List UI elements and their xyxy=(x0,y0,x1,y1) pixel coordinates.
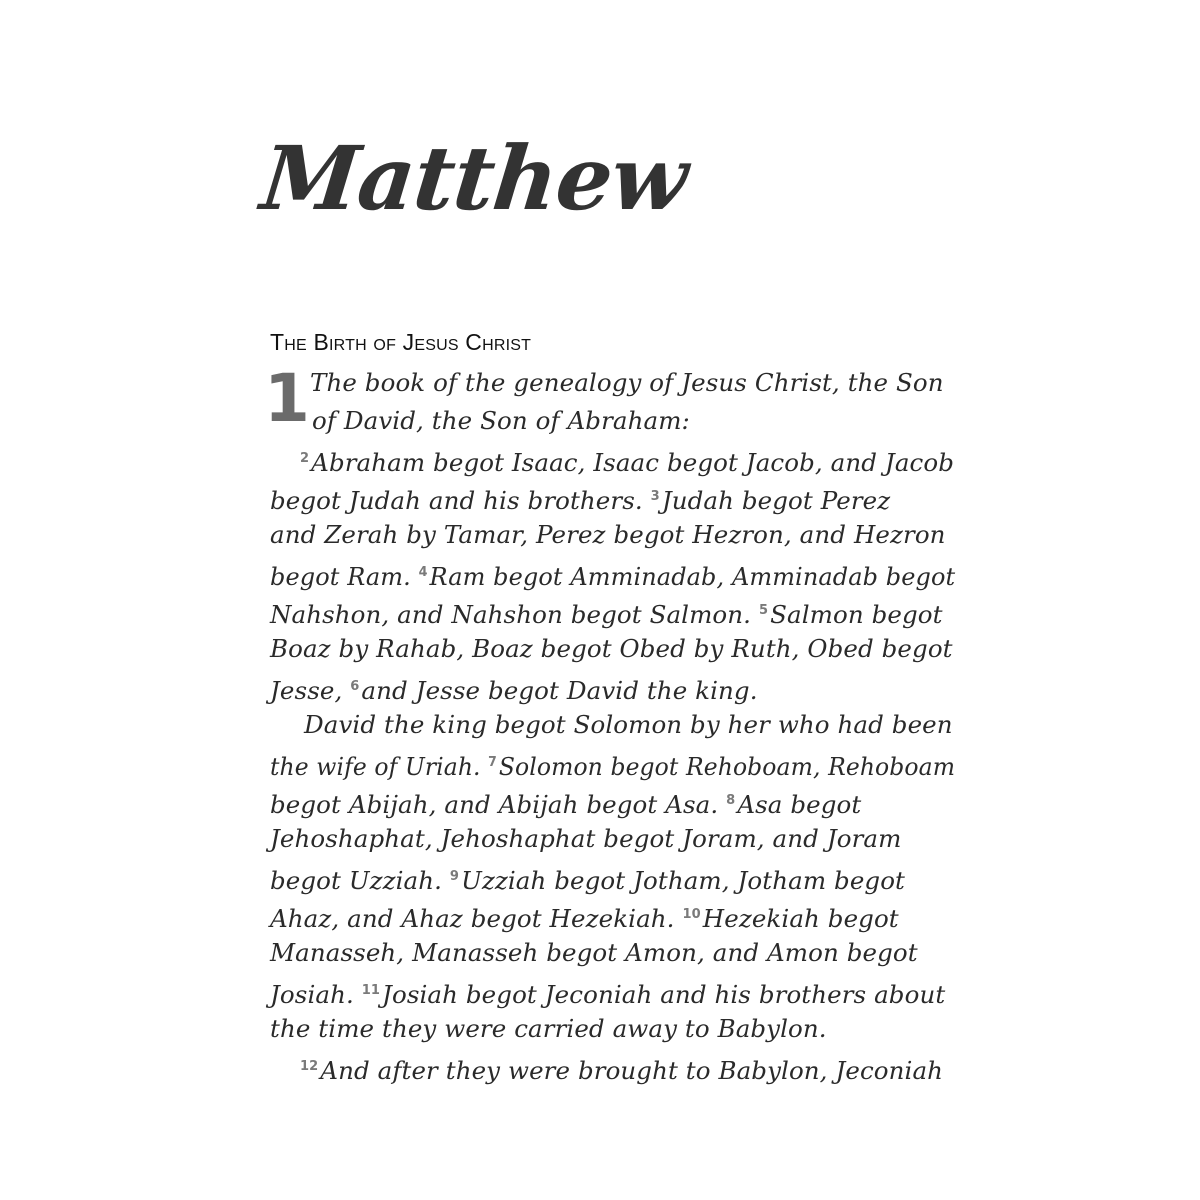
text-line xyxy=(270,592,943,634)
verse-number: 7 xyxy=(488,755,497,770)
verse-text: Manasseh, Manasseh begot Amon, and Amon begot xyxy=(270,938,918,967)
verse-text: of David, the Son of Abraham: xyxy=(312,406,690,435)
verse-text: and Jesse begot David the king. xyxy=(361,676,758,705)
verse-text: Abraham begot Isaac, Isaac begot Jacob, and Jacob xyxy=(311,448,954,477)
verse-text: begot Uzziah. xyxy=(270,866,450,895)
text-line xyxy=(312,402,690,440)
text-line xyxy=(270,934,918,972)
verse-text: And after they were brought to Babylon, Jeconiah xyxy=(320,1056,944,1085)
verse-text: Nahshon, and Nahshon begot Salmon. xyxy=(270,600,759,629)
verse-text: Ram begot Amminadab, Amminadab begot xyxy=(429,562,956,591)
verse-text: begot Judah and his brothers. xyxy=(270,486,651,515)
verse-number: 8 xyxy=(726,793,736,808)
text-line xyxy=(270,554,955,596)
verse-number: 6 xyxy=(350,679,360,694)
verse-number: 4 xyxy=(418,565,428,580)
text-line xyxy=(270,668,758,710)
text-line xyxy=(270,1010,827,1048)
verse-number: 5 xyxy=(758,603,769,618)
verse-text: Solomon begot Rehoboam, Rehoboam xyxy=(498,752,956,781)
text-line xyxy=(270,820,901,858)
text-line xyxy=(270,516,946,554)
text-line xyxy=(310,364,944,402)
verse-text: begot Ram. xyxy=(270,562,419,591)
verse-text: Josiah. xyxy=(270,980,362,1009)
verse-text: begot Abijah, and Abijah begot Asa. xyxy=(270,790,727,819)
text-line xyxy=(270,630,953,668)
verse-text: The book of the genealogy of Jesus Christ, the Son xyxy=(310,368,944,397)
verse-text: Uzziah begot Jotham, Jotham begot xyxy=(461,866,905,895)
verse-text: Josiah begot Jeconiah and his brothers about xyxy=(382,980,946,1009)
text-line xyxy=(270,782,861,824)
verse-number: 11 xyxy=(361,983,381,998)
verse-text: Boaz by Rahab, Boaz begot Obed by Ruth, Obed begot xyxy=(270,634,953,663)
book-title: Matthew xyxy=(256,126,692,230)
verse-text: Hezekiah begot xyxy=(702,904,899,933)
text-line xyxy=(270,972,945,1014)
text-line xyxy=(270,858,905,900)
verse-text: Asa begot xyxy=(737,790,862,819)
verse-number: 2 xyxy=(300,451,310,466)
verse-text: the time they were carried away to Babylon. xyxy=(270,1014,827,1043)
text-line xyxy=(270,478,890,520)
text-line xyxy=(300,440,954,482)
verse-text: Ahaz, and Ahaz begot Hezekiah. xyxy=(270,904,683,933)
verse-text: Salmon begot xyxy=(770,600,943,629)
verse-text: the wife of Uriah. xyxy=(270,752,489,781)
verse-number: 3 xyxy=(650,489,660,504)
verse-number: 10 xyxy=(682,907,701,922)
verse-text: David the king begot Solomon by her who had been xyxy=(304,710,953,739)
text-line xyxy=(270,896,899,938)
verse-number: 9 xyxy=(449,869,460,884)
text-line xyxy=(300,1048,943,1090)
section-heading: The Birth of Jesus Christ xyxy=(270,329,532,355)
verse-text: and Zerah by Tamar, Perez begot Hezron, and Hezron xyxy=(270,520,946,549)
chapter-number: 1 xyxy=(264,360,310,437)
text-line xyxy=(304,706,953,744)
verse-text: Judah begot Perez xyxy=(661,486,891,515)
text-line xyxy=(270,744,955,786)
verse-text: Jesse, xyxy=(270,676,351,705)
verse-text: Jehoshaphat, Jehoshaphat begot Joram, and Joram xyxy=(270,824,902,853)
verse-number: 12 xyxy=(300,1059,319,1074)
